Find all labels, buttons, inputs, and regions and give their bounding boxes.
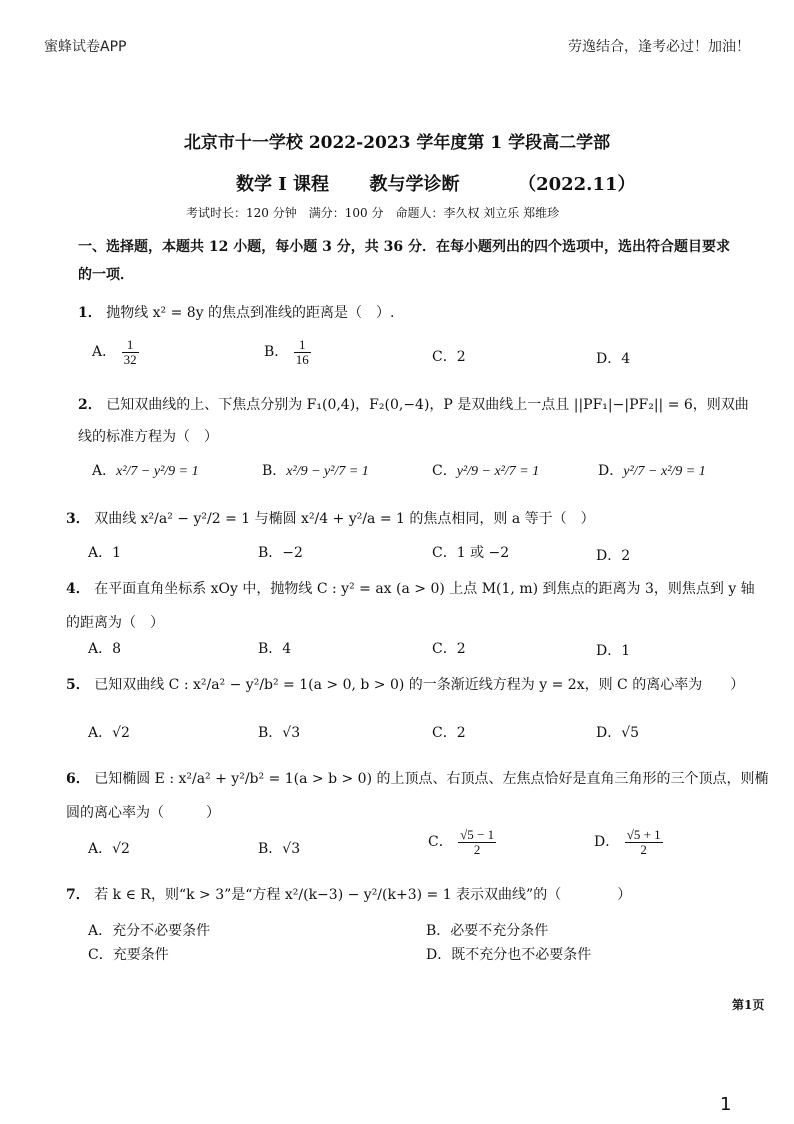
q1-option-c: C．2 — [432, 349, 466, 365]
exam-kind: 教与学诊断 — [369, 174, 460, 195]
question-4 — [66, 578, 755, 598]
question-3 — [66, 508, 595, 528]
exam-subtitle — [236, 170, 636, 196]
question-2 — [78, 394, 749, 414]
app-name: 蜜蜂试卷APP — [44, 39, 127, 55]
question-6-line2: 圆的离心率为（ ） — [66, 805, 220, 821]
question-number: 6． — [66, 771, 90, 787]
exam-title: 北京市十一学校 2022-2023 学年度第 1 学段高二学部 — [183, 133, 611, 153]
question-text-line1: 已知双曲线的上、下焦点分别为 F₁(0,4)，F₂(0,−4)，P 是双曲线上一点且 ||PF₁|−|PF₂|| = 6，则双曲 — [106, 397, 749, 413]
fraction — [458, 828, 496, 856]
fraction — [294, 338, 311, 366]
q1-option-a — [92, 338, 140, 366]
q3-option-a: A．1 — [88, 545, 122, 561]
denominator: 2 — [473, 841, 481, 857]
fraction — [122, 338, 139, 366]
fraction — [625, 828, 663, 856]
question-5 — [66, 674, 744, 694]
question-text: 若 k ∈ R，则“k > 3”是“方程 x²/(k−3) − y²/(k+3) = 1 表示双曲线”的（ ） — [94, 887, 632, 903]
question-6 — [66, 768, 769, 788]
q4-option-c: C．2 — [432, 641, 466, 657]
question-number: 3． — [66, 511, 90, 527]
question-number: 1． — [78, 305, 102, 321]
question-text: 双曲线 x²/a² − y²/2 = 1 与椭圆 x²/4 + y²/a = 1 的焦点相同，则 a 等于（ ） — [94, 511, 595, 527]
equation: x²/9 − y²/7 = 1 — [286, 464, 369, 479]
option-label: D． — [598, 463, 624, 479]
q5-option-b: B．√3 — [258, 725, 301, 741]
course-name: 数学 I 课程 — [236, 174, 329, 195]
q7-option-b: B．必要不充分条件 — [426, 923, 549, 939]
page-mark: 第1页 — [732, 998, 765, 1012]
numerator: √5 − 1 — [460, 827, 495, 842]
equation: x²/7 − y²/9 = 1 — [116, 464, 199, 479]
question-1 — [78, 302, 395, 322]
denominator: 2 — [640, 841, 647, 857]
q6-option-d — [594, 828, 664, 856]
q5-option-a: A．√2 — [88, 725, 130, 741]
q2-option-d — [598, 460, 706, 480]
option-label: C． — [428, 834, 453, 851]
q7-option-c: C．充要条件 — [88, 947, 169, 963]
question-4-line2: 的距离为（ ） — [66, 615, 164, 631]
denominator: 16 — [295, 351, 309, 367]
question-number: 2． — [78, 397, 102, 413]
page-number: 1 — [720, 1094, 732, 1115]
exam-date: （2022.11） — [518, 174, 636, 195]
option-label: B． — [262, 463, 287, 479]
equation: y²/7 − x²/9 = 1 — [623, 464, 706, 479]
q6-option-a: A．√2 — [88, 841, 130, 857]
question-number: 4． — [66, 581, 90, 597]
q5-option-d: D．√5 — [596, 725, 640, 741]
q7-option-a: A．充分不必要条件 — [88, 923, 211, 939]
question-text-line1: 已知椭圆 E : x²/a² + y²/b² = 1(a > b > 0) 的上顶点、右顶点、左焦点恰好是直角三角形的三个顶点，则椭 — [94, 771, 769, 787]
q6-option-b: B．√3 — [258, 841, 301, 857]
denominator: 32 — [123, 351, 137, 367]
question-text: 已知双曲线 C : x²/a² − y²/b² = 1(a > 0, b > 0) 的一条渐近线方程为 y = 2x，则 C 的离心率为 ） — [94, 677, 745, 693]
q5-option-c: C．2 — [432, 725, 466, 741]
numerator: √5 + 1 — [626, 827, 661, 842]
q2-option-c — [432, 460, 539, 480]
q4-option-a: A．8 — [88, 641, 122, 657]
question-2-line2: 线的标准方程为（ ） — [78, 429, 218, 445]
question-text: 抛物线 x² = 8y 的焦点到准线的距离是（ ）. — [106, 305, 395, 321]
q6-option-c — [428, 828, 497, 856]
q3-option-b: B．−2 — [258, 545, 303, 561]
numerator: 1 — [294, 338, 311, 353]
option-label: A． — [92, 463, 117, 479]
option-label: A． — [92, 344, 117, 361]
question-7 — [66, 884, 631, 904]
numerator: 1 — [122, 338, 139, 353]
slogan: 劳逸结合，逢考必过！加油！ — [568, 39, 750, 55]
equation: y²/9 − x²/7 = 1 — [456, 464, 540, 479]
option-label: C． — [432, 463, 457, 479]
q1-option-b — [264, 338, 312, 366]
q4-option-d: D．1 — [596, 643, 631, 659]
q3-option-d: D．2 — [596, 548, 631, 564]
question-number: 5． — [66, 677, 90, 693]
q2-option-a — [92, 460, 199, 480]
section-instruction-line2: 的一项． — [78, 267, 134, 283]
q2-option-b — [262, 460, 369, 480]
option-label: B． — [264, 344, 289, 361]
question-number: 7． — [66, 887, 90, 903]
exam-meta: 考试时长：120 分钟 满分：100 分 命题人：李久权 刘立乐 郑维珍 — [186, 206, 560, 220]
q7-option-d: D．既不充分也不必要条件 — [426, 947, 592, 963]
question-text-line1: 在平面直角坐标系 xOy 中，抛物线 C : y² = ax (a > 0) 上点 M(1, m) 到焦点的距离为 3，则焦点到 y 轴 — [94, 581, 755, 597]
q1-option-d: D．4 — [596, 351, 631, 367]
option-label: D． — [594, 834, 620, 851]
section-instruction-line1: 一、选择题，本题共 12 小题，每小题 3 分，共 36 分．在每小题列出的四个选项中，选出符合题目要求 — [78, 239, 730, 255]
q3-option-c: C．1 或 −2 — [432, 545, 510, 561]
q4-option-b: B．4 — [258, 641, 292, 657]
